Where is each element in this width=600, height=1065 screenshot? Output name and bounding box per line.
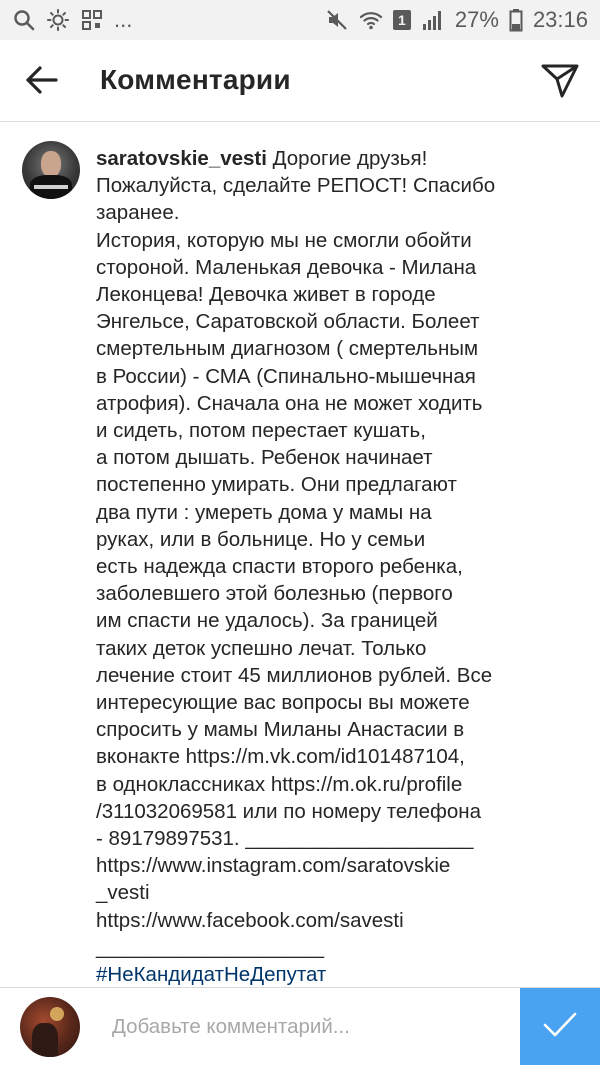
wifi-icon: [359, 8, 383, 32]
paper-plane-icon: [540, 60, 580, 105]
post-author-avatar[interactable]: [22, 141, 80, 199]
comment-input[interactable]: [112, 1008, 512, 1046]
status-right: [325, 7, 588, 33]
post-caption-text: Дорогие друзья! Пожалуйста, сделайте РЕПОСТ! Спасибо заранее. История, которую мы не смогли обойти стороной. Маленькая девочка - Милана Леконцева! Девочка живет в городе Энгельсе, Саратовской области. Болеет смертельным диагнозом ( смертельным в России) - СМА (Спинально-мышечная атрофия). Сначала она не может ходить и сидеть, потом перестает кушать, а потом дышать. Ребенок начинает постепенно умирать. Они предлагают два пути : умереть дома у мамы на руках, или в больнице. Но у семьи есть надежда спасти второго ребенка, заболевшего этой болезнью (первого им спасти не удалось). За границей таких деток успешно лечат. Только лечение стоит 45 миллионов рублей. Все интересующие вас вопросы вы можете спросить у мамы Миланы Анастасии в вконакте https://m.vk.com/id101487104, в одноклассниках https://m.ok.ru/profile /311032069581 или по номеру телефона - 89179897531. ____________________ https://www.instagram.com/saratovskie _vesti https://www.facebook.com/savesti ____________________: [96, 147, 496, 959]
post-text: [96, 145, 556, 987]
post-caption: [0, 122, 600, 987]
submit-comment-button[interactable]: [520, 988, 600, 1065]
status-left: [12, 7, 132, 33]
status-clock: 23:16: [532, 7, 588, 32]
signal-icon: [421, 8, 445, 32]
back-button[interactable]: [22, 62, 62, 102]
post-hashtag[interactable]: #НеКандидатНеДепутат: [96, 963, 327, 987]
header: [0, 40, 600, 122]
brightness-icon: [46, 8, 70, 32]
status-bar: [0, 0, 600, 40]
comment-bar: [0, 987, 600, 1065]
mute-icon: [325, 8, 349, 32]
battery-icon: [509, 8, 523, 32]
search-icon: [12, 8, 36, 32]
page-title: Комментарии: [100, 64, 291, 95]
sim-badge: 1: [393, 10, 411, 30]
share-button[interactable]: [538, 60, 582, 104]
status-dots: ...: [114, 7, 133, 32]
current-user-avatar: [20, 997, 80, 1057]
battery-percent: 27%: [454, 7, 499, 32]
arrow-left-icon: [25, 65, 59, 100]
checkmark-icon: [542, 1010, 578, 1045]
post-username[interactable]: saratovskie_vesti: [96, 147, 267, 170]
app-grid-icon: [80, 8, 104, 32]
